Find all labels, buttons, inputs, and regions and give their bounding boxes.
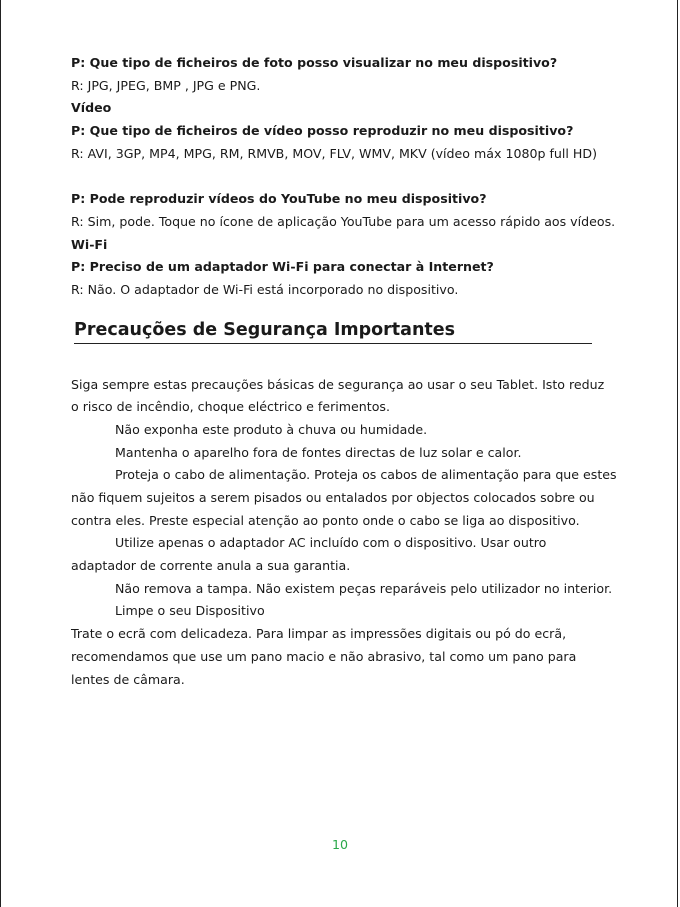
spacer (71, 165, 631, 188)
safety-item-clean-device: Limpe o seu Dispositivo (115, 603, 265, 619)
faq-photo-question: P: Que tipo de ficheiros de foto posso visualizar no meu dispositivo? (71, 55, 558, 70)
page-number: 10 (331, 837, 349, 852)
faq-photo-answer: R: JPG, JPEG, BMP , JPG e PNG. (71, 77, 261, 93)
faq-video-heading: Vídeo (71, 100, 112, 116)
safety-item-sunlight: Mantenha o aparelho fora de fontes directas de luz solar e calor. (115, 444, 522, 460)
section-heading: Precauções de Segurança Importantes (74, 319, 456, 340)
document-page (71, 52, 631, 691)
page-border-right (677, 0, 678, 907)
faq-wifi-answer: R: Não. O adaptador de Wi-Fi está incorporado no dispositivo. (71, 281, 459, 297)
safety-intro-line: o risco de incêndio, choque eléctrico e ferimentos. (71, 399, 390, 415)
safety-clean-text: lentes de câmara. (71, 671, 185, 687)
safety-item-rain: Não exponha este produto à chuva ou humidade. (115, 421, 428, 437)
safety-item-ac-adapter: Utilize apenas o adaptador AC incluído com o dispositivo. Usar outro (115, 535, 547, 551)
safety-item-power-cable-cont: não fiquem sujeitos a serem pisados ou entalados por objectos colocados sobre ou (71, 490, 595, 505)
safety-item-power-cable: Proteja o cabo de alimentação. Proteja os cabos de alimentação para que estes (115, 467, 617, 483)
faq-wifi-heading: Wi-Fi (71, 236, 108, 252)
faq-youtube-answer: R: Sim, pode. Toque no ícone de aplicação YouTube para um acesso rápido aos vídeos. (71, 213, 616, 229)
faq-video-answer: R: AVI, 3GP, MP4, MPG, RM, RMVB, MOV, FLV, WMV, MKV (vídeo máx 1080p full HD) (71, 145, 597, 161)
section-heading-underline (74, 318, 592, 344)
safety-intro-line: Siga sempre estas precauções básicas de segurança ao usar o seu Tablet. Isto reduz (71, 376, 605, 392)
safety-clean-text: recomendamos que use um pano macio e não abrasivo, tal como um pano para (71, 648, 577, 664)
faq-wifi-question: P: Preciso de um adaptador Wi-Fi para conectar à Internet? (71, 259, 494, 275)
safety-item-ac-adapter-cont: adaptador de corrente anula a sua garantia. (71, 558, 351, 574)
spacer (71, 344, 631, 374)
faq-video-question: P: Que tipo de ficheiros de vídeo posso reproduzir no meu dispositivo? (71, 123, 574, 139)
safety-item-power-cable-cont: contra eles. Preste especial atenção ao ponto onde o cabo se liga ao dispositivo. (71, 512, 580, 528)
faq-youtube-question: P: Pode reproduzir vídeos do YouTube no meu dispositivo? (71, 191, 487, 207)
page-border-left (0, 0, 1, 907)
safety-clean-text: Trate o ecrã com delicadeza. Para limpar as impressões digitais ou pó do ecrã, (71, 626, 567, 642)
safety-item-cover: Não remova a tampa. Não existem peças reparáveis pelo utilizador no interior. (115, 580, 613, 596)
spacer (71, 302, 631, 318)
